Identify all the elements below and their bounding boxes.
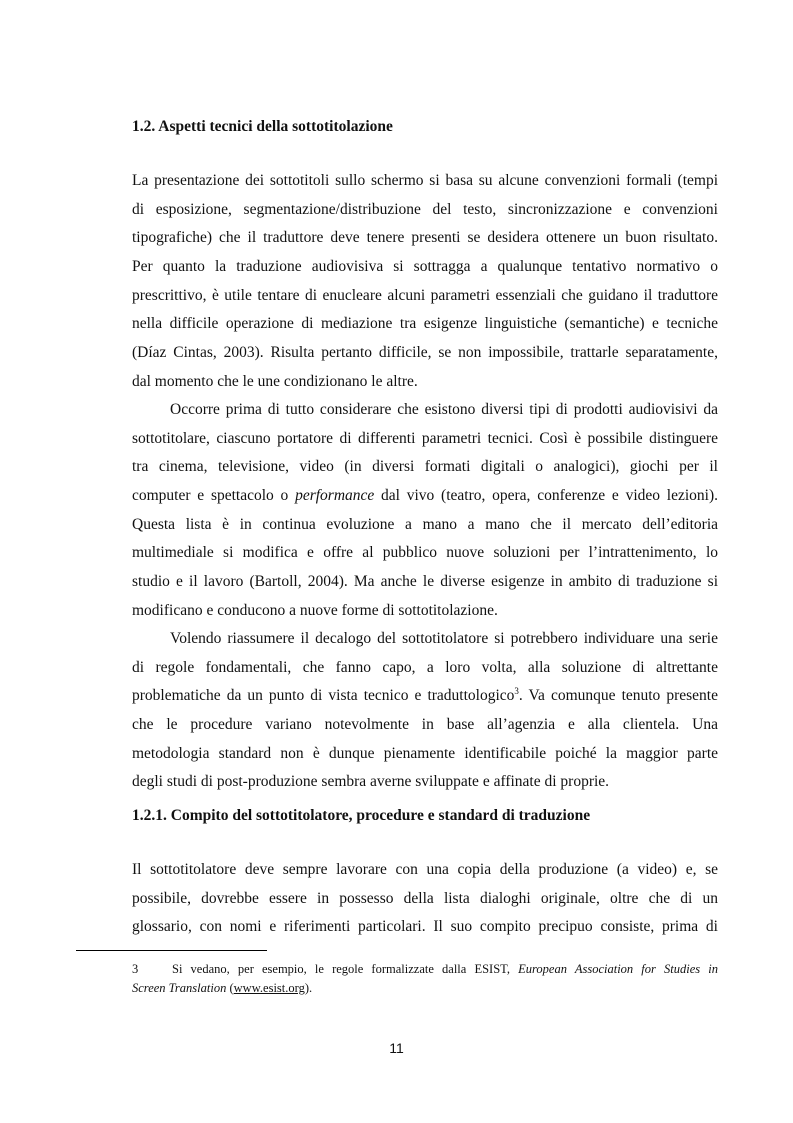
text-line bbox=[132, 687, 718, 716]
text-line: Occorre prima di tutto considerare che esistono diversi tipi di prodotti audiovisivi da bbox=[170, 401, 718, 418]
text-line: che le procedure variano notevolmente in base all’agenzia e alla clientela. Una bbox=[132, 716, 718, 734]
footnote-text: ( bbox=[226, 981, 234, 995]
text-line: tra cinema, televisione, video (in diversi formati digitali o analogici), giochi per il bbox=[132, 458, 718, 476]
footnote-italic: European Association for Studies in bbox=[518, 962, 718, 976]
footnote-link[interactable]: www.esist.org bbox=[233, 981, 305, 995]
text-line: glossario, con nomi e riferimenti particolari. Il suo compito precipuo consiste, prima di bbox=[132, 918, 718, 936]
subsection-heading: 1.2.1. Compito del sottotitolatore, procedure e standard di traduzione bbox=[132, 807, 591, 824]
text-line bbox=[132, 487, 718, 516]
text-line: di regole fondamentali, che fanno capo, a loro volta, alla soluzione di altrettante bbox=[132, 658, 718, 676]
paragraph-3 bbox=[132, 630, 718, 802]
text-segment: computer e spettacolo o bbox=[132, 487, 296, 505]
footnote bbox=[132, 960, 718, 998]
footnote-text: Si vedano, per esempio, le regole formalizzate dalla ESIST, bbox=[172, 962, 519, 976]
text-line: di esposizione, segmentazione/distribuzione del testo, sincronizzazione e convenzioni bbox=[132, 200, 718, 218]
footnote-line bbox=[132, 979, 718, 998]
text-line: dal momento che le une condizionano le altre. bbox=[132, 372, 418, 390]
text-line: Per quanto la traduzione audiovisiva si sottragga a qualunque tentativo normativo o bbox=[132, 258, 718, 276]
footnote-text: ). bbox=[304, 981, 313, 995]
paragraph-4 bbox=[132, 861, 718, 947]
text-segment: . Va comunque tenuto presente bbox=[518, 687, 718, 705]
paragraph-2 bbox=[132, 401, 718, 631]
text-line: Questa lista è in continua evoluzione a mano a mano che il mercato dell’editoria bbox=[132, 515, 718, 533]
italic-term: performance bbox=[295, 487, 375, 505]
paragraph-1 bbox=[132, 172, 718, 402]
text-line: La presentazione dei sottotitoli sullo schermo si basa su alcune convenzioni formali (tempi bbox=[132, 172, 718, 189]
text-line: prescrittivo, è utile tentare di enucleare alcuni parametri essenziali che guidano il traduttore bbox=[132, 286, 718, 304]
text-line: studio e il lavoro (Bartoll, 2004). Ma anche le diverse esigenze in ambito di traduzione si bbox=[132, 573, 718, 591]
text-line: possibile, dovrebbe essere in possesso della lista dialoghi originale, oltre che di un bbox=[132, 889, 718, 907]
text-line: degli studi di post-produzione sembra averne sviluppate e affinate di proprie. bbox=[132, 773, 610, 791]
text-line: modificano e conducono a nuove forme di sottotitolazione. bbox=[132, 601, 498, 619]
text-line: sottotitolare, ciascuno portatore di differenti parametri tecnici. Così è possibile distinguere bbox=[132, 429, 718, 447]
text-line: tipografiche) che il traduttore deve tenere presenti se desidera ottenere un buon risultato. bbox=[132, 229, 718, 247]
text-segment: dal vivo (teatro, opera, conferenze e video lezioni). bbox=[374, 487, 718, 505]
text-line: Volendo riassumere il decalogo del sottotitolatore si potrebbero individuare una serie bbox=[170, 630, 718, 647]
footnote-line bbox=[132, 960, 718, 979]
footnote-number: 3 bbox=[132, 962, 139, 976]
footnote-italic: Screen Translation bbox=[132, 981, 227, 995]
page-number: 11 bbox=[389, 1040, 404, 1056]
text-line: nella difficile operazione di mediazione tra esigenze linguistiche (semantiche) e tecniche bbox=[132, 315, 718, 333]
text-line: metodologia standard non è dunque pienamente identificabile poiché la maggior parte bbox=[132, 744, 718, 762]
footnote-marker: 3 bbox=[514, 686, 519, 697]
text-segment: problematiche da un punto di vista tecnico e traduttologico bbox=[132, 687, 515, 705]
text-line: multimediale si modifica e offre al pubblico nuove soluzioni per l’intrattenimento, lo bbox=[132, 544, 718, 562]
section-heading: 1.2. Aspetti tecnici della sottotitolazione bbox=[132, 118, 393, 135]
text-line: Il sottotitolatore deve sempre lavorare con una copia della produzione (a video) e, se bbox=[132, 861, 718, 878]
footnote-divider bbox=[76, 950, 267, 951]
text-line: (Díaz Cintas, 2003). Risulta pertanto difficile, se non impossibile, trattarle separatamente, bbox=[132, 344, 718, 362]
